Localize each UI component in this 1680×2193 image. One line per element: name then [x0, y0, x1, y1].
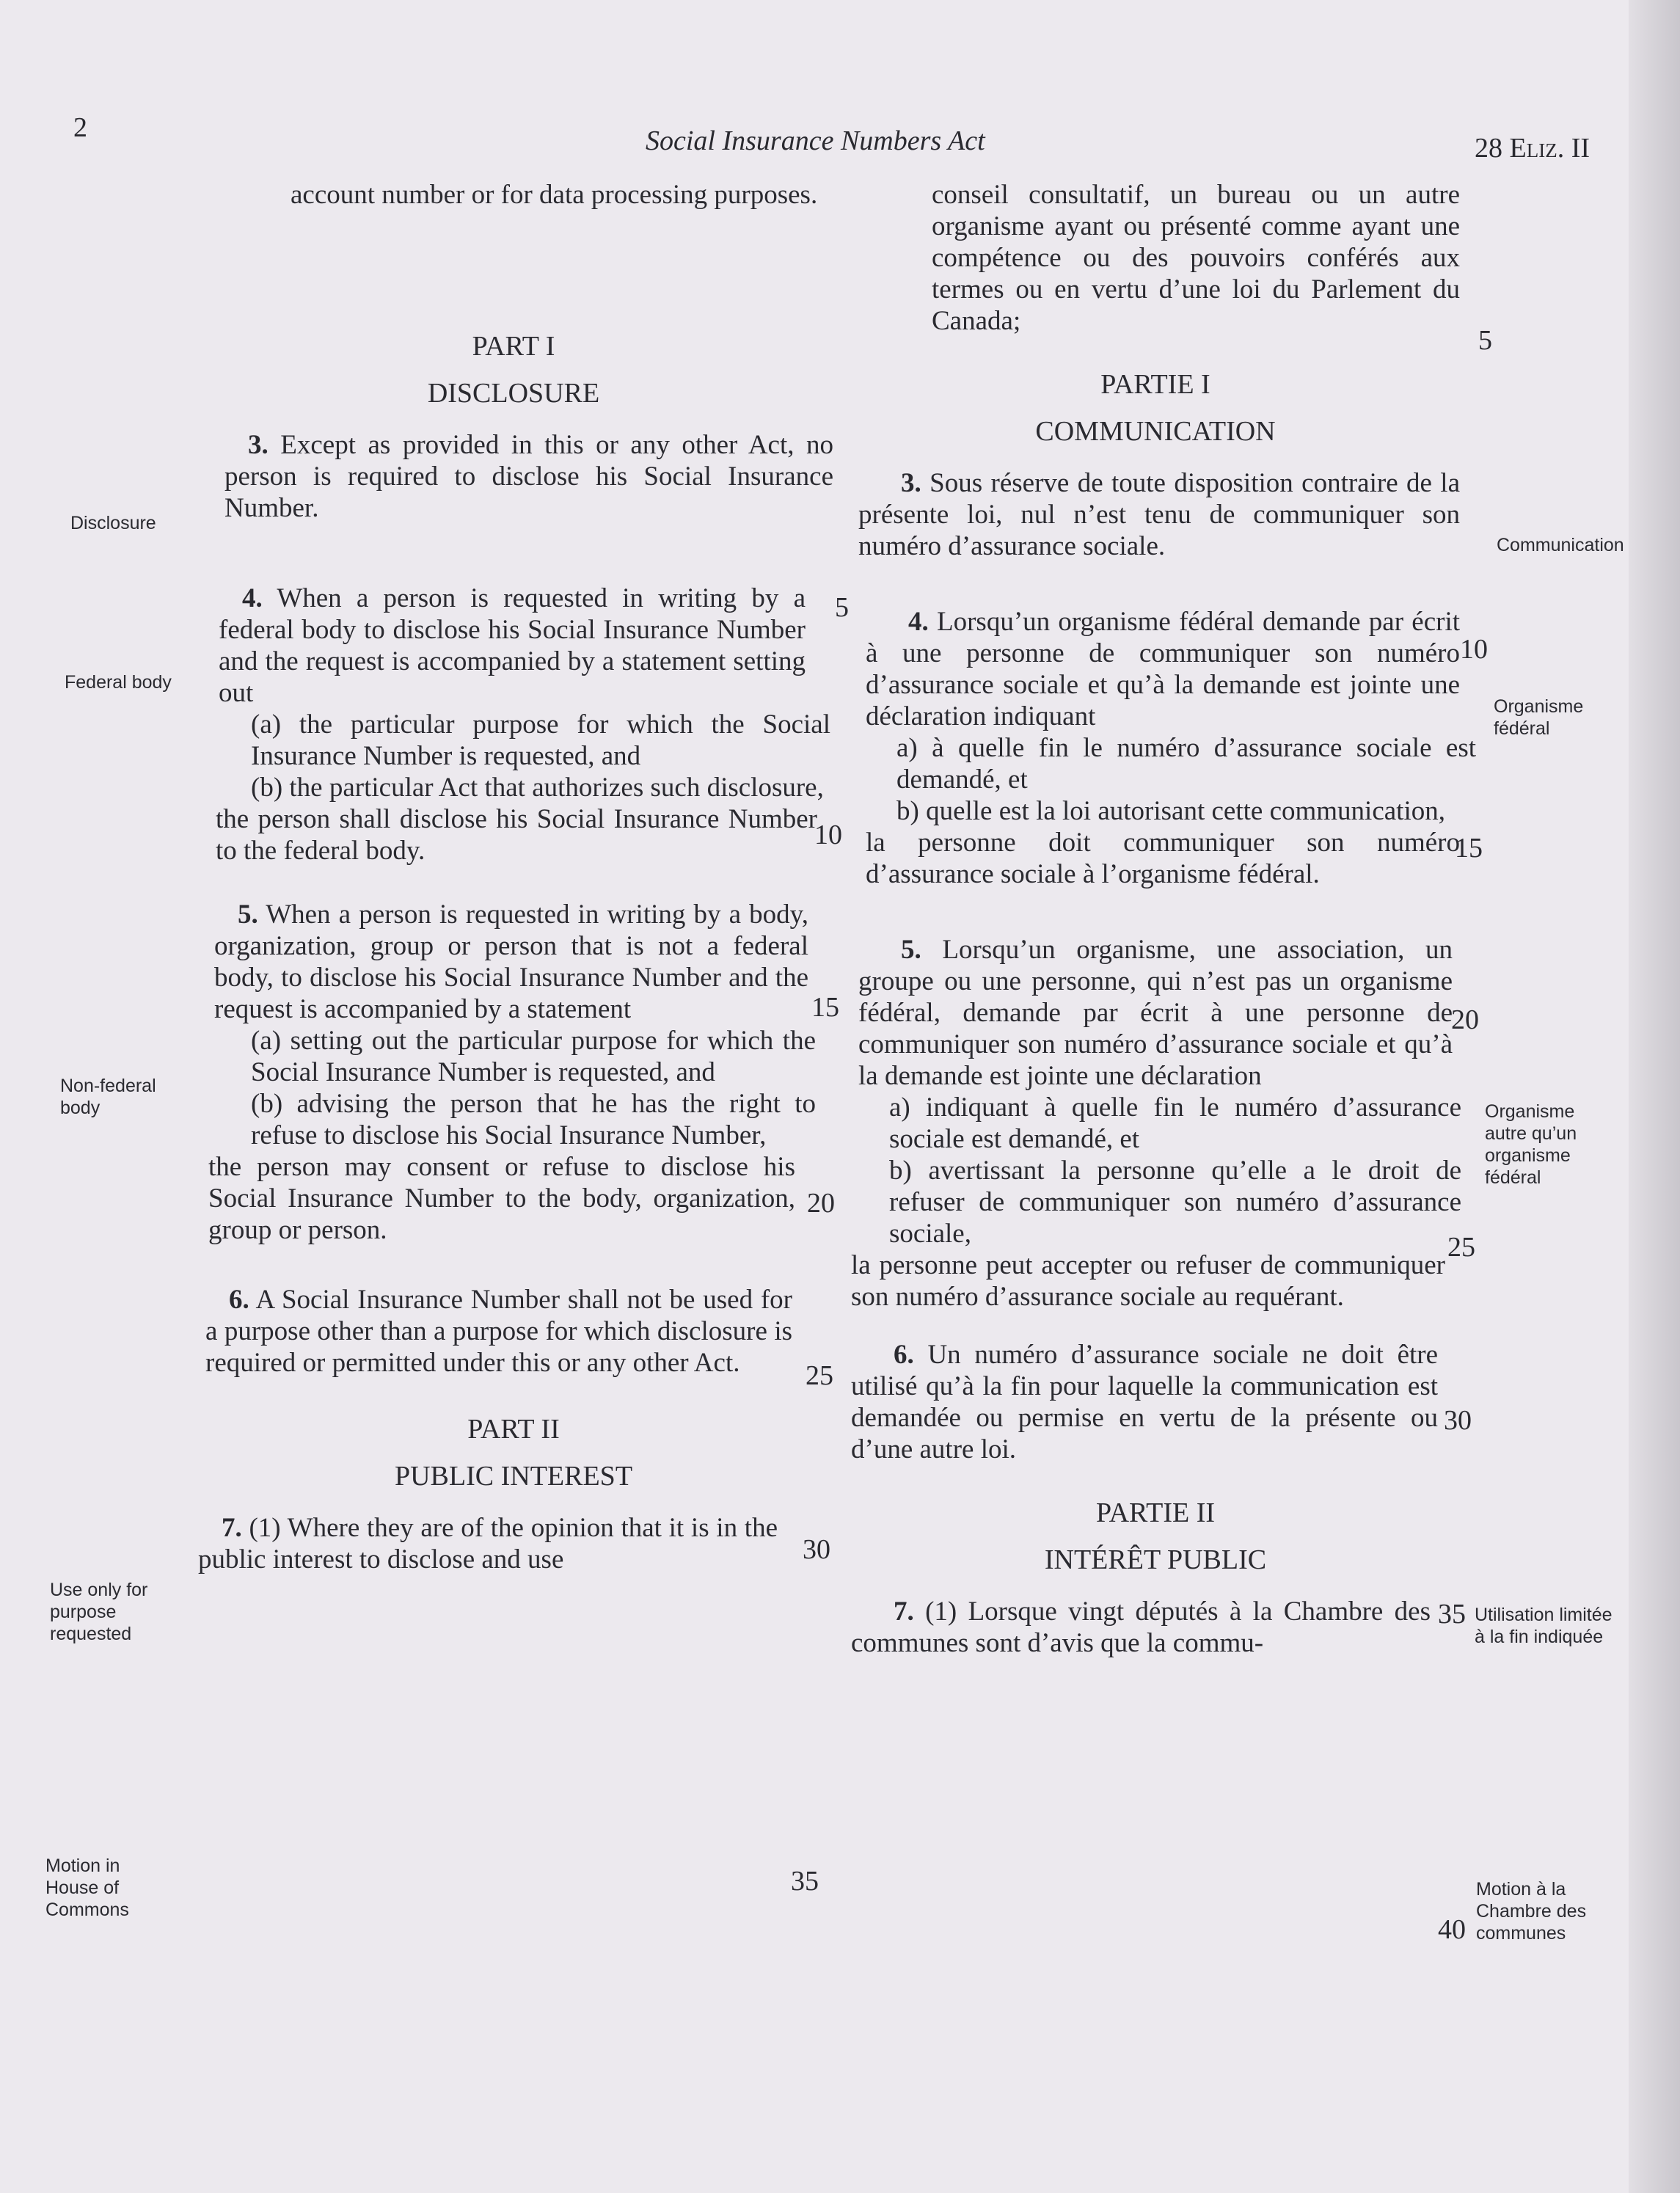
en-section-4: [219, 583, 806, 709]
fr-s4-b: b) quelle est la loi autorisant cette communication,: [896, 796, 1445, 826]
fr-line-number-10: 10: [1460, 634, 1488, 665]
en-part2-subtitle: PUBLIC INTEREST: [394, 1461, 633, 1492]
fr-line-number-40: 40: [1438, 1914, 1466, 1945]
fr-s4-a: a) à quelle fin le numéro d’assurance sociale est demandé, et: [896, 733, 1476, 795]
en-s7-num: 7.: [222, 1513, 242, 1543]
fr-section-5: [858, 934, 1453, 1092]
page-number: 2: [73, 112, 87, 143]
fr-part1-subtitle: COMMUNICATION: [1035, 416, 1276, 447]
fr-section-3: [858, 467, 1460, 562]
fr-line-number-25: 25: [1447, 1232, 1475, 1263]
en-line-number-20: 20: [807, 1188, 835, 1219]
fr-s5-close: la personne peut accepter ou refuser de communiquer son numéro d’assurance sociale au requérant.: [851, 1250, 1445, 1312]
page-edge-shadow: [1629, 0, 1680, 2193]
fr-margin-note-organisme-federal: Organisme fédéral: [1494, 696, 1584, 739]
fr-s5-b: b) avertissant la personne qu’elle a le droit de refuser de communiquer son numéro d’assurance sociale,: [889, 1156, 1461, 1249]
fr-s3-num: 3.: [901, 468, 921, 498]
en-s3-text: Except as provided in this or any other Act, no person is required to disclose his Social Insurance Number.: [224, 430, 834, 523]
en-s4-intro: When a person is requested in writing by a federal body to disclose his Social Insurance Number and the request is accompanied by a statement setting out: [219, 583, 806, 708]
en-margin-note-use-only: Use only for purpose requested: [50, 1580, 148, 1644]
fr-s6-num: 6.: [894, 1340, 914, 1370]
fr-s4-intro: Lorsqu’un organisme fédéral demande par écrit à une personne de communiquer son numéro d’assurance sociale et qu’à la demande est jointe une déclaration indiquant: [866, 607, 1461, 731]
fr-s7-text: (1) Lorsque vingt députés à la Chambre des communes sont d’avis que la commu-: [851, 1597, 1431, 1658]
en-line-number-10: 10: [814, 820, 842, 850]
fr-s6-text: Un numéro d’assurance sociale ne doit être utilisé qu’à la fin pour laquelle la communication est demandée ou permise en vertu de la présente ou d’une autre loi.: [851, 1340, 1439, 1464]
en-s4-close: the person shall disclose his Social Insurance Number to the federal body.: [216, 804, 817, 866]
english-column: [198, 179, 834, 1575]
en-margin-note-motion: Motion in House of Commons: [45, 1856, 129, 1920]
fr-carry-over: conseil consultatif, un bureau ou un autre organisme ayant ou présenté comme ayant une compétence ou des pouvoirs conférés aux termes ou en vertu d’une loi du Parlement du Canada;: [932, 180, 1460, 336]
en-section-7: [198, 1512, 778, 1575]
fr-margin-note-motion: Motion à la Chambre des communes: [1476, 1879, 1587, 1944]
en-s7-text: (1) Where they are of the opinion that it is in the public interest to disclose and use: [198, 1513, 778, 1574]
en-margin-note-non-federal-body: Non-federal body: [60, 1076, 156, 1118]
en-margin-note-federal-body: Federal body: [65, 672, 172, 693]
fr-s7-num: 7.: [894, 1597, 914, 1627]
fr-part2-title: PARTIE II: [1095, 1497, 1216, 1528]
en-margin-note-disclosure: Disclosure: [70, 513, 156, 533]
fr-s5-a: a) indiquant à quelle fin le numéro d’assurance sociale est demandé, et: [889, 1092, 1461, 1154]
en-section-5: [214, 899, 808, 1025]
en-carry-over: account number or for data processing purposes.: [291, 180, 818, 210]
en-s5-num: 5.: [238, 900, 258, 930]
en-part1-title: PART I: [472, 331, 555, 362]
en-s5-a: (a) setting out the particular purpose for which the Social Insurance Number is requested, and: [251, 1026, 816, 1087]
fr-line-number-15: 15: [1455, 833, 1483, 864]
en-line-number-35: 35: [791, 1866, 819, 1897]
en-s6-text: A Social Insurance Number shall not be used for a purpose other than a purpose for which disclosure is required or permitted under this or any other Act.: [205, 1285, 792, 1378]
en-part2-title: PART II: [467, 1414, 560, 1445]
fr-line-number-5: 5: [1478, 325, 1492, 356]
en-section-6: [205, 1284, 792, 1379]
en-s4-b: (b) the particular Act that authorizes such disclosure,: [251, 773, 824, 803]
en-line-number-15: 15: [811, 992, 839, 1023]
fr-part2-subtitle: INTÉRÊT PUBLIC: [1044, 1544, 1267, 1575]
en-part1-subtitle: DISCLOSURE: [427, 378, 600, 409]
fr-part1-title: PARTIE I: [1100, 369, 1210, 400]
fr-s5-intro: Lorsqu’un organisme, une association, un groupe ou une personne, qui n’est pas un organisme fédéral, demande par écrit à une personne de communiquer son numéro d’assurance sociale et qu’à la demande est jointe une déclaration: [858, 935, 1453, 1091]
fr-line-number-35: 35: [1438, 1599, 1466, 1630]
fr-s3-text: Sous réserve de toute disposition contraire de la présente loi, nul n’est tenu de communiquer son numéro d’assurance sociale.: [858, 468, 1461, 561]
fr-section-7: [851, 1596, 1431, 1659]
en-s4-num: 4.: [242, 583, 263, 613]
fr-s4-num: 4.: [908, 607, 929, 637]
en-s5-close: the person may consent or refuse to disclose his Social Insurance Number to the body, organization, group or person.: [208, 1152, 795, 1245]
en-line-number-30: 30: [803, 1534, 830, 1565]
en-s6-num: 6.: [229, 1285, 249, 1315]
en-s5-b: (b) advising the person that he has the right to refuse to disclose his Social Insurance Number,: [251, 1089, 816, 1150]
running-title: Social Insurance Numbers Act: [646, 125, 985, 156]
en-s3-num: 3.: [248, 430, 269, 460]
fr-margin-note-communication: Communication: [1497, 535, 1624, 555]
fr-s4-close: la personne doit communiquer son numéro d’assurance sociale à l’organisme fédéral.: [866, 828, 1460, 889]
fr-line-number-30: 30: [1444, 1405, 1472, 1436]
fr-margin-note-autre-organisme: Organisme autre qu’un organisme fédéral: [1485, 1101, 1577, 1188]
fr-line-number-20: 20: [1451, 1004, 1479, 1035]
fr-section-4: [866, 606, 1460, 732]
en-line-number-5: 5: [835, 592, 849, 623]
en-s5-intro: When a person is requested in writing by a body, organization, group or person that is not a federal body, to disclose his Social Insurance Number and the request is accompanied by a statement: [214, 900, 808, 1024]
fr-section-6: [851, 1339, 1438, 1465]
fr-s5-num: 5.: [901, 935, 921, 965]
en-section-3: [224, 429, 833, 524]
regnal-year: 28 Eliz. II: [1475, 133, 1590, 164]
en-s4-a: (a) the particular purpose for which the Social Insurance Number is requested, and: [251, 709, 830, 771]
en-line-number-25: 25: [806, 1360, 833, 1391]
fr-margin-note-utilisation: Utilisation limitée à la fin indiquée: [1475, 1605, 1613, 1647]
